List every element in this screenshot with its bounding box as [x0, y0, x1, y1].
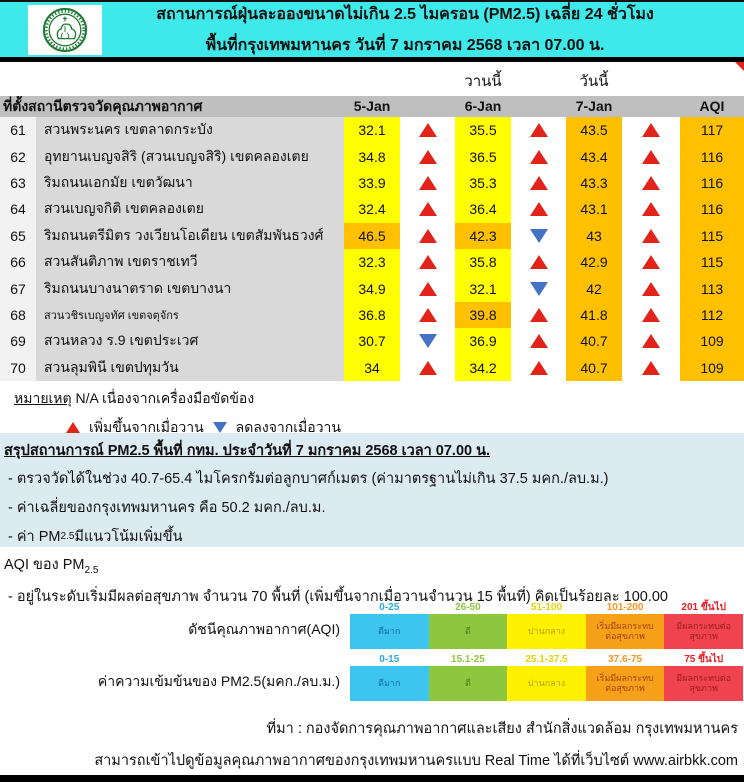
pm25-value-5jan: 36.8: [344, 302, 400, 328]
aqi-value: 115: [680, 249, 744, 275]
down-arrow-icon: [213, 422, 227, 433]
report-footer: [0, 701, 744, 775]
aqi-value: 109: [680, 355, 744, 381]
scale-segment-box: [586, 614, 665, 649]
trend-arrow-icon: [530, 255, 548, 269]
station-number: 63: [0, 170, 36, 196]
trend-arrow-icon: [530, 334, 548, 348]
pm25-value-5jan: 30.7: [344, 328, 400, 354]
station-number: 62: [0, 143, 36, 169]
realtime-line: สามารถเข้าไปดูข้อมูลคุณภาพอากาศของกรุงเทพมหานครแบบ Real Time ได้ที่เว็บไซต์ www.airbkk.com: [94, 752, 738, 769]
pm25-value-5jan: 32.1: [344, 117, 400, 143]
pm25-value-6jan: 36.4: [455, 196, 511, 222]
table-header-row: [0, 96, 744, 117]
station-name: ริมถนนเอกมัย เขตวัฒนา: [36, 170, 344, 196]
report-header: [0, 0, 744, 57]
summary-bullet-average: - ค่าเฉลี่ยของกรุงเทพมหานคร คือ 50.2 มคก./ลบ.ม.: [8, 499, 326, 516]
aqi-value: 109: [680, 328, 744, 354]
station-number: 64: [0, 196, 36, 222]
trend-arrow-icon: [530, 176, 548, 190]
pm25-value-7jan: 40.7: [566, 355, 622, 381]
scale-level-label: มีผลกระทบต่อสุขภาพ: [676, 621, 732, 642]
scale-level-label: ดี: [464, 678, 471, 689]
station-row: [0, 223, 744, 249]
aqi-value: 117: [680, 117, 744, 143]
pm25-value-6jan: 39.8: [455, 302, 511, 328]
scale-segment-box: [350, 614, 429, 649]
legend-up-label: เพิ่มขึ้นจากเมื่อวาน: [89, 418, 204, 435]
scale-segment: [507, 601, 586, 649]
scale-range-label: 51-100: [530, 601, 563, 613]
pm25-value-6jan: 35.3: [455, 170, 511, 196]
station-name: ริมถนนตรีมิตร วงเวียนโอเดียน เขตสัมพันธวงศ์: [36, 223, 344, 249]
pm25-value-6jan: 32.1: [455, 275, 511, 301]
col-header-aqi: AQI: [699, 98, 725, 114]
trend-arrow-icon: [642, 150, 660, 164]
note-text: N/A เนื่องจากเครื่องมือขัดข้อง: [71, 389, 255, 406]
col-header-7jan: 7-Jan: [575, 98, 613, 114]
trend-arrow-icon: [642, 123, 660, 137]
scale-range-label: 25.1-37.5: [525, 653, 568, 665]
source-line: ที่มา : กองจัดการคุณภาพอากาศและเสียง สำนักสิ่งแวดล้อม กรุงเทพมหานคร: [266, 720, 738, 737]
aqi-section: [0, 547, 744, 605]
station-name: สวนหลวง ร.9 เขตประเวศ: [36, 328, 344, 354]
pm25-value-6jan: 36.9: [455, 328, 511, 354]
trend-arrow-icon: [419, 176, 437, 190]
pm25-value-7jan: 43.3: [566, 170, 622, 196]
scale-range-label: 15.1-25: [450, 653, 485, 665]
pm25-value-7jan: 41.8: [566, 302, 622, 328]
trend-arrow-icon: [642, 255, 660, 269]
trend-arrow-icon: [530, 202, 548, 216]
bma-seal-icon: [42, 7, 88, 53]
aqi-bullet: - อยู่ในระดับเริ่มมีผลต่อสุขภาพ จำนวน 70 พื้นที่ (เพิ่มขึ้นจากเมื่อวานจำนวน 15 พื้นที่) คิดเป็นร้อยละ 100.00: [8, 588, 668, 605]
pm25-value-7jan: 43.4: [566, 143, 622, 169]
scale-segment-box: [586, 666, 665, 701]
trend-arrow-icon: [419, 150, 437, 164]
scale-range-label: 101-200: [606, 601, 644, 613]
station-number: 66: [0, 249, 36, 275]
pm25-value-5jan: 32.4: [344, 196, 400, 222]
scale-segment: [350, 601, 429, 649]
trend-arrow-icon: [419, 229, 437, 243]
scale-segment-box: [429, 614, 508, 649]
trend-arrow-icon: [642, 229, 660, 243]
station-number: 67: [0, 275, 36, 301]
trend-arrow-icon: [642, 361, 660, 375]
scale-segment: [350, 653, 429, 701]
note-line: [14, 388, 744, 410]
station-name: อุทยานเบญจสิริ (สวนเบญจสิริ) เขตคลองเตย: [36, 143, 344, 169]
trend-arrow-icon: [419, 123, 437, 137]
scale-bar: [350, 601, 743, 649]
pm25-value-5jan: 34: [344, 355, 400, 381]
pm25-value-7jan: 43.1: [566, 196, 622, 222]
trend-arrow-icon: [530, 123, 548, 137]
legend-down-label: ลดลงจากเมื่อวาน: [235, 418, 341, 435]
scale-segment-box: [507, 666, 586, 701]
today-label: วันนี้: [579, 73, 609, 90]
trend-arrow-icon: [419, 255, 437, 269]
trend-arrow-icon: [642, 334, 660, 348]
trend-arrow-icon: [530, 150, 548, 164]
station-name: สวนสันติภาพ เขตราชเทวี: [36, 249, 344, 275]
trend-arrow-icon: [419, 282, 437, 296]
scale-level-label: ดีมาก: [378, 678, 401, 689]
trend-arrow-icon: [642, 176, 660, 190]
scale-level-label: ปานกลาง: [527, 626, 566, 637]
scale-segment-box: [664, 666, 743, 701]
trend-arrow-icon: [642, 308, 660, 322]
scale-range-label: 0-15: [379, 653, 400, 665]
scale-range-label: 37.6-75: [608, 653, 643, 665]
scale-bars: [0, 601, 744, 701]
station-number: 68: [0, 302, 36, 328]
pm25-value-7jan: 42.9: [566, 249, 622, 275]
scale-segment-box: [664, 614, 743, 649]
aqi-value: 116: [680, 170, 744, 196]
col-header-5jan: 5-Jan: [353, 98, 391, 114]
scale-segment-box: [429, 666, 508, 701]
pm25-value-5jan: 33.9: [344, 170, 400, 196]
scale-level-label: เริ่มมีผลกระทบต่อสุขภาพ: [596, 621, 654, 642]
pm25-value-5jan: 32.3: [344, 249, 400, 275]
station-table-body: [0, 117, 744, 381]
report-title: [102, 1, 744, 58]
scale-row: [0, 601, 744, 649]
aqi-value: 113: [680, 275, 744, 301]
summary-title: สรุปสถานการณ์ PM2.5 พื้นที่ กทม. ประจำวันที่ 7 มกราคม 2568 เวลา 07.00 น.: [4, 443, 491, 460]
station-name: สวนเบญจกิติ เขตคลองเตย: [36, 196, 344, 222]
trend-arrow-icon: [419, 308, 437, 322]
aqi-value: 116: [680, 196, 744, 222]
scale-range-label: 26-50: [455, 601, 481, 613]
station-row: [0, 355, 744, 381]
scale-segment: [664, 653, 743, 701]
station-row: [0, 170, 744, 196]
trend-arrow-icon: [530, 308, 548, 322]
scale-segment-box: [350, 666, 429, 701]
aqi-value: 116: [680, 143, 744, 169]
aqi-value: 112: [680, 302, 744, 328]
trend-arrow-icon: [419, 334, 437, 348]
scale-level-label: ดี: [464, 626, 471, 637]
pm25-value-6jan: 42.3: [455, 223, 511, 249]
scale-level-label: เริ่มมีผลกระทบต่อสุขภาพ: [596, 673, 654, 694]
pm25-value-5jan: 34.9: [344, 275, 400, 301]
scale-segment: [429, 601, 508, 649]
bottom-bar: [0, 775, 744, 782]
comment-marker-icon: [735, 62, 744, 71]
pm25-value-7jan: 42: [566, 275, 622, 301]
station-number: 69: [0, 328, 36, 354]
notes-block: [0, 381, 744, 433]
scale-row: [0, 653, 744, 701]
scale-level-label: มีผลกระทบต่อสุขภาพ: [676, 673, 732, 694]
pm25-value-6jan: 34.2: [455, 355, 511, 381]
scale-segment: [586, 653, 665, 701]
scale-segment: [586, 601, 665, 649]
station-number: 61: [0, 117, 36, 143]
pm25-value-7jan: 43.5: [566, 117, 622, 143]
scale-segment: [664, 601, 743, 649]
scale-bar: [350, 653, 743, 701]
pm25-value-5jan: 46.5: [344, 223, 400, 249]
station-row: [0, 328, 744, 354]
scale-label: ค่าความเข้มข้นของ PM2.5(มคก./ลบ.ม.): [97, 672, 340, 689]
station-number: 65: [0, 223, 36, 249]
trend-arrow-icon: [530, 229, 548, 243]
station-row: [0, 143, 744, 169]
report-title-line1: สถานการณ์ฝุ่นละอองขนาดไม่เกิน 2.5 ไมครอน (PM2.5) เฉลี่ย 24 ชั่วโมง: [156, 6, 654, 23]
scale-segment: [429, 653, 508, 701]
station-number: 70: [0, 355, 36, 381]
scale-range-label: 201 ขึ้นไป: [681, 601, 726, 613]
summary-block: [0, 433, 744, 547]
day-group-row: [0, 62, 744, 96]
bma-logo: [28, 5, 102, 55]
pm25-value-5jan: 34.8: [344, 143, 400, 169]
trend-arrow-icon: [642, 202, 660, 216]
station-row: [0, 117, 744, 143]
note-label: หมายเหตุ: [14, 389, 72, 406]
trend-arrow-icon: [530, 361, 548, 375]
up-arrow-icon: [66, 422, 80, 433]
station-name: ริมถนนบางนาตราด เขตบางนา: [36, 275, 344, 301]
report-title-line2: พื้นที่กรุงเทพมหานคร วันที่ 7 มกราคม 2568 เวลา 07.00 น.: [205, 37, 605, 54]
scale-level-label: ดีมาก: [378, 626, 401, 637]
scale-level-label: ปานกลาง: [527, 678, 566, 689]
station-name: สวนวชิรเบญจทัศ เขตจตุจักร: [36, 302, 344, 328]
scale-segment: [507, 653, 586, 701]
station-row: [0, 249, 744, 275]
station-row: [0, 196, 744, 222]
pm25-value-6jan: 35.8: [455, 249, 511, 275]
aqi-value: 115: [680, 223, 744, 249]
scale-label: ดัชนีคุณภาพอากาศ(AQI): [188, 620, 340, 637]
scale-segment-box: [507, 614, 586, 649]
scale-range-label: 0-25: [379, 601, 400, 613]
aqi-heading: AQI ของ $PM_{2.5}$: [4, 556, 99, 576]
station-row: [0, 302, 744, 328]
summary-bullet-trend: - ค่า PM 2.5 มีแนวโน้มเพิ่มขึ้น: [8, 528, 183, 545]
scale-range-label: 75 ขึ้นไป: [684, 653, 724, 665]
station-name: สวนพระนคร เขตลาดกระบัง: [36, 117, 344, 143]
summary-bullet-range: - ตรวจวัดได้ในช่วง 40.7-65.4 ไมโครกรัมต่อลูกบาศก์เมตร (ค่ามาตรฐานไม่เกิน 37.5 มคก./ลบ.ม.): [8, 470, 609, 487]
pm25-value-7jan: 40.7: [566, 328, 622, 354]
station-column-header: ที่ตั้งสถานีตรวจวัดคุณภาพอากาศ: [3, 98, 203, 114]
station-name: สวนลุมพินี เขตปทุมวัน: [36, 355, 344, 381]
col-header-6jan: 6-Jan: [464, 98, 502, 114]
pm25-value-7jan: 43: [566, 223, 622, 249]
trend-arrow-icon: [530, 282, 548, 296]
trend-arrow-icon: [642, 282, 660, 296]
pm25-value-6jan: 35.5: [455, 117, 511, 143]
yesterday-label: วานนี้: [464, 73, 502, 90]
trend-arrow-icon: [419, 361, 437, 375]
pm25-value-6jan: 36.5: [455, 143, 511, 169]
trend-arrow-icon: [419, 202, 437, 216]
station-row: [0, 275, 744, 301]
